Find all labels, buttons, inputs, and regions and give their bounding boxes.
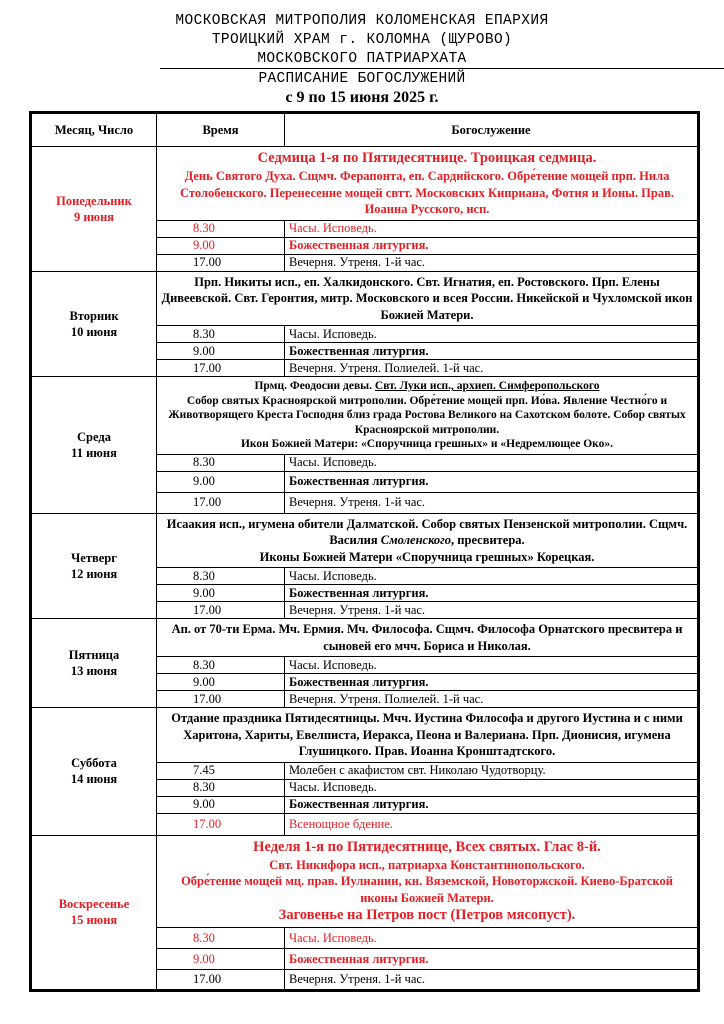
feast-text-underlined: Свт. Луки исп., архиеп. Симферопольского [374, 380, 600, 392]
service-time: 9.00 [157, 796, 285, 813]
date: 14 июня [70, 772, 118, 787]
service-time: 8.30 [157, 928, 285, 949]
service-time: 8.30 [157, 326, 285, 343]
feast-line: Отдание праздника Пятидесятницы. Мчч. Иустина Философа и другого Иустина и с ними Харитона, Хариты, Евелписта, Иеракса, Пеона и Валериана. Прп. Дионисия, игумена Глушицкого. Прав. Иоанна Кронштадтского. [171, 711, 683, 758]
service-time: 17.00 [157, 492, 285, 513]
date: 15 июня [70, 913, 118, 928]
date: 9 июня [73, 209, 115, 224]
service-name: Молебен с акафистом свт. Николаю Чудотворцу. [285, 762, 699, 779]
table-header-row [31, 113, 699, 147]
service-time: 9.00 [157, 674, 285, 691]
feast-line: Обре́тение мощей мц. прав. Иулиании, кн. Вяземской, Новоторжской. Киево-Братской иконы Божией Матери. [181, 874, 673, 905]
service-name: Вечерня. Утреня. 1-й час. [285, 970, 699, 991]
header-divider [160, 68, 724, 69]
day-row-monday [31, 147, 699, 221]
feast-line: Ап. от 70-ти Ерма. Мч. Ермия. Мч. Философа. Сщмч. Философа Орнатского пресвитера и сыновей его мчч. Бориса и Николая. [171, 622, 683, 653]
feast-line: Седмица 1-я по Пятидесятнице. Троицкая седмица. [257, 150, 597, 166]
service-time: 17.00 [157, 254, 285, 271]
feast-line: Свт. Никифора исп., патриарха Константинопольского. [269, 857, 585, 872]
feast-line [161, 379, 693, 394]
service-time: 7.45 [157, 762, 285, 779]
service-time: 8.30 [157, 779, 285, 796]
header-line-patriarchate: МОСКОВСКОГО ПАТРИАРХАТА [257, 51, 467, 67]
schedule-table [29, 111, 700, 992]
page-header [0, 12, 724, 69]
feast-text: Исаакия исп., игумена обители Далматской. Собор святых Пензенской митрополии. Сщмч. Василия [166, 516, 688, 547]
service-time: 9.00 [157, 471, 285, 492]
service-time: 9.00 [157, 949, 285, 970]
service-time: 9.00 [157, 585, 285, 602]
service-name: Вечерня. Утреня. Полиелей. 1-й час. [285, 691, 699, 708]
feast-line: Неделя 1-я по Пятидесятнице, Всех святых. Глас 8-й. [253, 838, 601, 855]
day-row-tuesday [31, 271, 699, 326]
weekday: Пятница [68, 648, 120, 662]
service-time: 8.30 [157, 657, 285, 674]
service-time: 17.00 [157, 360, 285, 377]
service-name: Божественная литургия. [285, 796, 699, 813]
feast-line: Иконы Божией Матери «Споручница грешных» Корецкая. [259, 549, 595, 564]
feast-line: Икон Божией Матери: «Споручница грешных» и «Недремлющее Око». [240, 438, 614, 450]
weekday: Среда [77, 429, 111, 444]
service-name: Божественная литургия. [285, 674, 699, 691]
day-cell-tuesday [31, 271, 157, 377]
feast-line [161, 516, 693, 549]
weekday: Суббота [71, 756, 117, 771]
service-name: Часы. Исповедь. [285, 454, 699, 471]
feast-cell-monday [157, 147, 699, 221]
service-time: 9.00 [157, 237, 285, 254]
date: 12 июня [70, 566, 118, 581]
header-line-church: ТРОИЦКИЙ ХРАМ г. КОЛОМНА (ЩУРОВО) [211, 32, 513, 48]
weekday: Четверг [71, 550, 117, 565]
feast-cell-thursday [157, 513, 699, 568]
day-row-thursday [31, 513, 699, 568]
day-cell-wednesday [31, 377, 157, 514]
feast-cell-sunday [157, 835, 699, 928]
weekday: Вторник [69, 308, 119, 323]
service-name: Божественная литургия. [285, 585, 699, 602]
header-line-metropolis: МОСКОВСКАЯ МИТРОПОЛИЯ КОЛОМЕНСКАЯ ЕПАРХИЯ [175, 13, 549, 29]
day-cell-friday [31, 619, 157, 708]
service-name: Часы. Исповедь. [285, 326, 699, 343]
column-header-service: Богослужение [285, 113, 699, 147]
service-name: Вечерня. Утреня. 1-й час. [285, 602, 699, 619]
day-row-wednesday [31, 377, 699, 455]
schedule-dates: с 9 по 15 июня 2025 г. [285, 89, 439, 106]
service-name: Божественная литургия. [285, 343, 699, 360]
day-row-saturday [31, 708, 699, 763]
column-header-day: Месяц, Число [31, 113, 157, 147]
service-time: 17.00 [157, 970, 285, 991]
service-time: 17.00 [157, 691, 285, 708]
service-name: Часы. Исповедь. [285, 568, 699, 585]
feast-cell-friday [157, 619, 699, 657]
feast-line: Заговенье на Петров пост (Петров мясопуст). [278, 907, 576, 923]
feast-line: День Святого Духа. Сщмч. Ферапонта, еп. Сардийского. Обре́тение мощей прп. Нила Столобенского. Перенесение мощей свтт. Московских Киприана, Фотия и Ионы. Прав. Иоанна Русского, исп. [180, 169, 674, 216]
date: 11 июня [71, 445, 117, 460]
service-time: 8.30 [157, 568, 285, 585]
feast-cell-tuesday [157, 271, 699, 326]
service-name: Часы. Исповедь. [285, 928, 699, 949]
feast-text-italic: Смоленского [380, 533, 452, 547]
service-name: Божественная литургия. [285, 237, 699, 254]
column-header-time: Время [157, 113, 285, 147]
day-row-sunday [31, 835, 699, 928]
feast-text: Прмц. Феодосии девы. [254, 380, 375, 392]
date: 10 июня [70, 324, 118, 339]
service-name: Вечерня. Утреня. 1-й час. [285, 492, 699, 513]
day-cell-monday [31, 147, 157, 272]
service-name: Часы. Исповедь. [285, 220, 699, 237]
day-cell-saturday [31, 708, 157, 836]
feast-text: , пресвитера. [451, 533, 525, 547]
service-time: 9.00 [157, 343, 285, 360]
day-row-friday [31, 619, 699, 657]
weekday: Понедельник [56, 193, 132, 208]
day-cell-thursday [31, 513, 157, 619]
schedule-title: РАСПИСАНИЕ БОГОСЛУЖЕНИЙ [258, 71, 466, 87]
service-name: Часы. Исповедь. [285, 657, 699, 674]
service-name: Всенощное бдение. [285, 813, 699, 835]
service-name: Вечерня. Утреня. 1-й час. [285, 254, 699, 271]
weekday: Воскресенье [58, 897, 130, 912]
service-name: Часы. Исповедь. [285, 779, 699, 796]
service-name: Божественная литургия. [285, 471, 699, 492]
service-time: 8.30 [157, 220, 285, 237]
service-name: Вечерня. Утреня. Полиелей. 1-й час. [285, 360, 699, 377]
feast-cell-saturday [157, 708, 699, 763]
service-time: 17.00 [157, 813, 285, 835]
date: 13 июня [70, 664, 118, 678]
day-cell-sunday [31, 835, 157, 991]
feast-line: Прп. Никиты исп., еп. Халкидонского. Свт. Игнатия, еп. Ростовского. Прп. Елены Дивеевской. Свт. Геронтия, митр. Московского и всея России. Никейской и Чухломской икон Божией Матери. [161, 274, 693, 322]
feast-cell-wednesday [157, 377, 699, 455]
service-time: 8.30 [157, 454, 285, 471]
service-time: 17.00 [157, 602, 285, 619]
feast-line: Собор святых Красноярской митрополии. Обре́тение мощей прп. Ио́ва. Явление Честно́го и Животворящего Креста Господня близ града Ростова Великого на Сахотском болоте. Собор святых Красноярской митрополии. [168, 394, 686, 436]
service-name: Божественная литургия. [285, 949, 699, 970]
